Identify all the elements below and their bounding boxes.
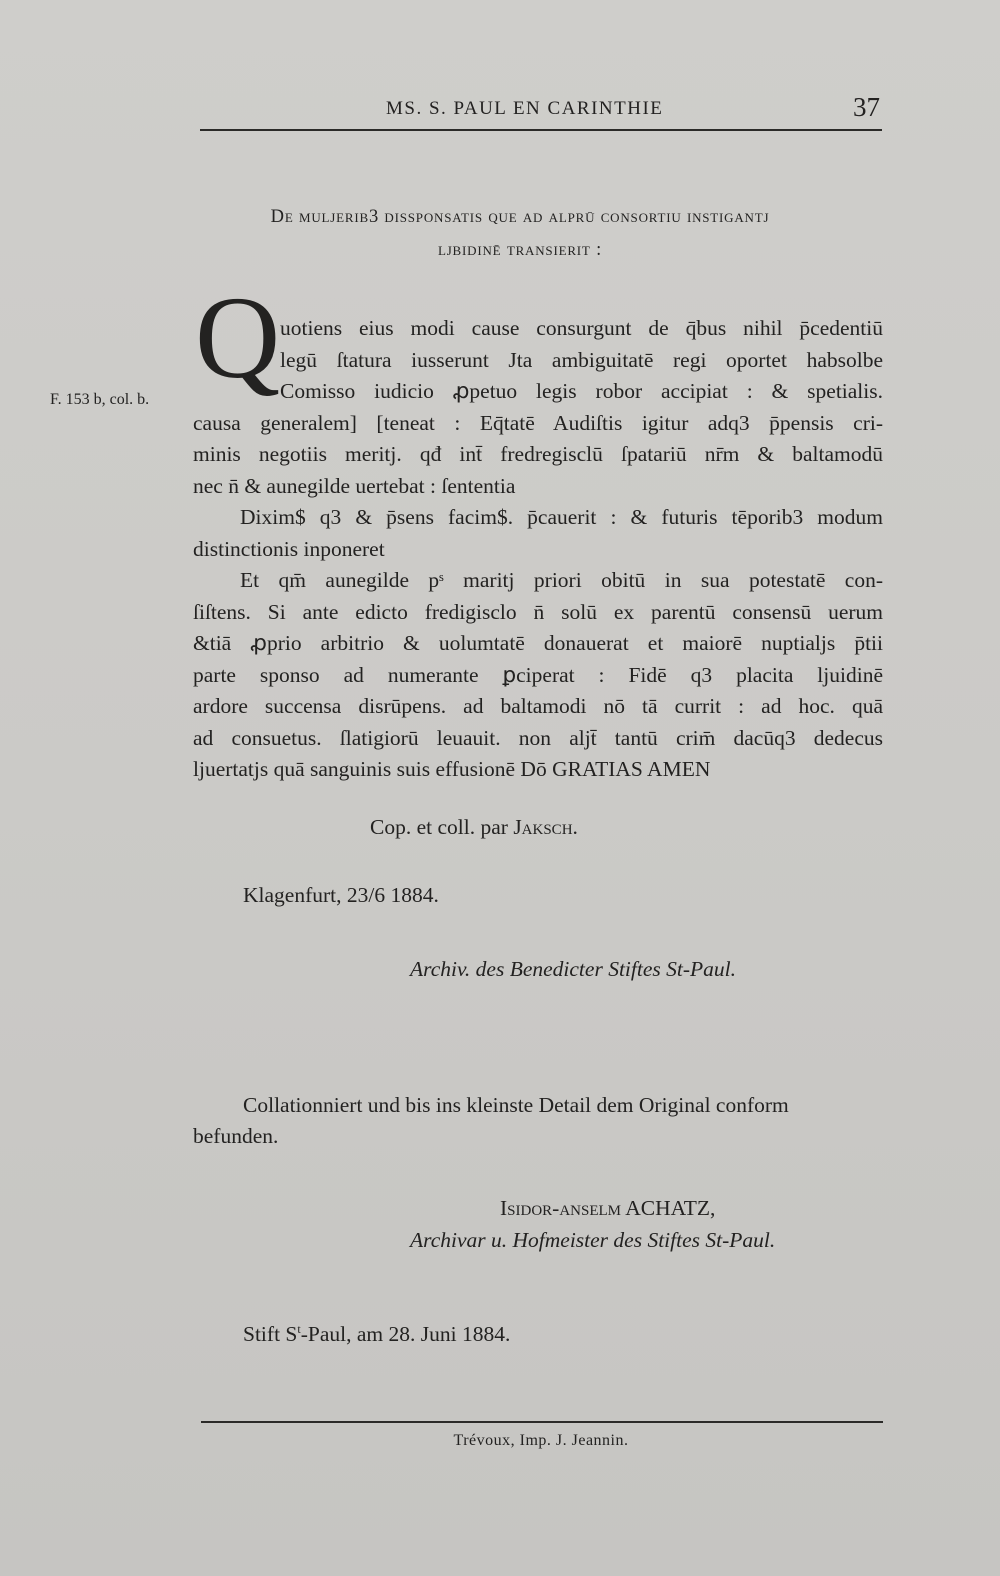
- collation-line-2: befunden.: [193, 1124, 279, 1148]
- printer-imprint: Trévoux, Imp. J. Jeannin.: [453, 1432, 629, 1449]
- body-line: ad consuetus. ſlatigiorū leuauit. non aljt̄ tantū crim̄ dacūq3 dedecus: [193, 725, 883, 750]
- body-line: legū ſtatura iusserunt Jta ambiguitatē regi oportet habsolbe: [280, 347, 883, 372]
- header-rule: [200, 129, 882, 131]
- signature-title: Archivar u. Hofmeister des Stiftes St-Paul.: [410, 1228, 776, 1252]
- closing-date-prefix: Stift S: [243, 1322, 298, 1347]
- body-line: causa generalem] [teneat : Eq̄tatē Audiſtis igitur adq3 p̄pensis cri-: [193, 410, 883, 435]
- drop-cap: Q: [195, 272, 281, 403]
- running-header: [200, 94, 882, 134]
- body-line: Dixim$ q3 & p̄sens facim$. p̄cauerit : & futuris tēporib3 modum: [240, 505, 883, 529]
- signature-name-surname: ACHATZ,: [625, 1196, 716, 1220]
- body-line: minis negotiis meritj. qđ int̄ fredregisclū ſpatariū nr̄m & baltamodū: [193, 442, 883, 466]
- footer-rule: [201, 1421, 883, 1423]
- signature-name-prefix: Isidor-anselm: [500, 1196, 621, 1220]
- body-line: nec n̄ & aunegilde uertebat : ſententia: [193, 473, 516, 498]
- running-title: MS. S. PAUL EN CARINTHIE: [386, 98, 664, 119]
- heading-line-2: ljbidinē tranſierit :: [437, 240, 603, 260]
- heading-line-1: De muljerib3 dissponsatis que ad alprū consortiu inſtigantj: [270, 207, 770, 227]
- body-line: parte sponso ad numerante ꝑciperat : Fidē q3 placita ljuidinē: [193, 662, 883, 687]
- copy-note: [370, 815, 578, 840]
- body-line: Comisso iudicio ꝓpetuo legis robor accipiat : & spetialis.: [280, 379, 883, 403]
- body-line: ljuertatjs quā sanguinis suis effusionē Dō GRATIAS AMEN: [193, 757, 711, 781]
- closing-date-suffix: -Paul, am 28. Juni 1884.: [300, 1322, 511, 1347]
- copy-note-text: Cop. et coll. par: [370, 815, 514, 839]
- body-line: ſiſtens. Si ante edicto fredigisclo n̄ solū ex parentū consensū uerum: [193, 599, 883, 624]
- body-text: [193, 313, 883, 786]
- body-line: &tiā ꝓprio arbitrio & uolumtatē donauerat et maiorē nuptialjs p̄tii: [193, 631, 883, 655]
- signature-name: [500, 1196, 715, 1221]
- body-line: Et qm̄ aunegilde pˢ maritj priori obitū in sua potestatē con-: [240, 568, 883, 592]
- archive-reference: Archiv. des Benedicter Stiftes St-Paul.: [410, 957, 736, 981]
- place-date: Klagenfurt, 23/6 1884.: [243, 883, 439, 907]
- body-line: ardore succensa disrūpens. ad baltamodi nō tā currit : ad hoc. quā: [193, 694, 883, 718]
- body-line: uotiens eius modi cause consurgunt de q̄bus nihil p̄cedentiū: [280, 316, 883, 340]
- copy-note-name: Jaksch.: [513, 815, 578, 839]
- page-number: 37: [853, 92, 880, 122]
- margin-note: F. 153 b, col. b.: [50, 391, 150, 408]
- section-heading: [170, 201, 870, 267]
- closing-date: [243, 1322, 510, 1347]
- body-line: distinctionis inponeret: [193, 536, 385, 561]
- collation-line-1: Collationniert und bis ins kleinste Detail dem Original conform: [243, 1093, 789, 1117]
- closing-date-superscript: t: [297, 1322, 301, 1336]
